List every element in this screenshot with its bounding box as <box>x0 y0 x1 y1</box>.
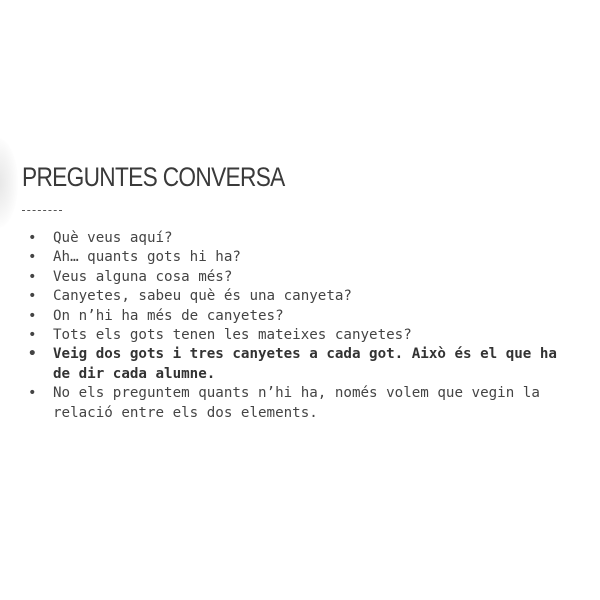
list-item-text: Canyetes, sabeu què és una canyeta? <box>53 288 352 305</box>
list-item <box>22 248 578 267</box>
bullet-icon: • <box>28 249 37 266</box>
list-item <box>22 326 578 345</box>
page-title: PREGUNTES CONVERSA <box>22 162 285 192</box>
slide-content <box>22 160 582 423</box>
bullet-icon: • <box>28 327 37 344</box>
bullet-icon: • <box>28 346 37 363</box>
bullet-icon: • <box>28 307 37 324</box>
list-item <box>22 307 578 326</box>
list-item <box>22 287 578 306</box>
list-item-text: Què veus aquí? <box>53 230 173 246</box>
list-item-text: Ah… quants gots hi ha? <box>53 249 241 266</box>
list-item <box>22 229 578 248</box>
list-item-text: Tots els gots tenen les mateixes canyetes? <box>53 327 412 344</box>
list-item <box>22 268 578 287</box>
list-item <box>22 384 578 423</box>
bullet-icon: • <box>28 385 37 402</box>
list-item-text: Veus alguna cosa més? <box>53 268 233 285</box>
title-divider <box>22 210 62 211</box>
list-item-highlighted <box>22 345 578 384</box>
question-list <box>22 229 582 423</box>
list-item-text: Veig dos gots i tres canyetes a cada got. Això és el que ha de dir cada alumne. <box>53 346 557 382</box>
list-item-text: On n’hi ha més de canyetes? <box>53 307 284 324</box>
bullet-icon: • <box>28 230 37 246</box>
list-item-text: No els preguntem quants n’hi ha, només volem que vegin la relació entre els dos elements. <box>53 385 540 421</box>
bullet-icon: • <box>28 268 37 285</box>
left-edge-decoration <box>0 138 18 228</box>
bullet-icon: • <box>28 288 37 305</box>
